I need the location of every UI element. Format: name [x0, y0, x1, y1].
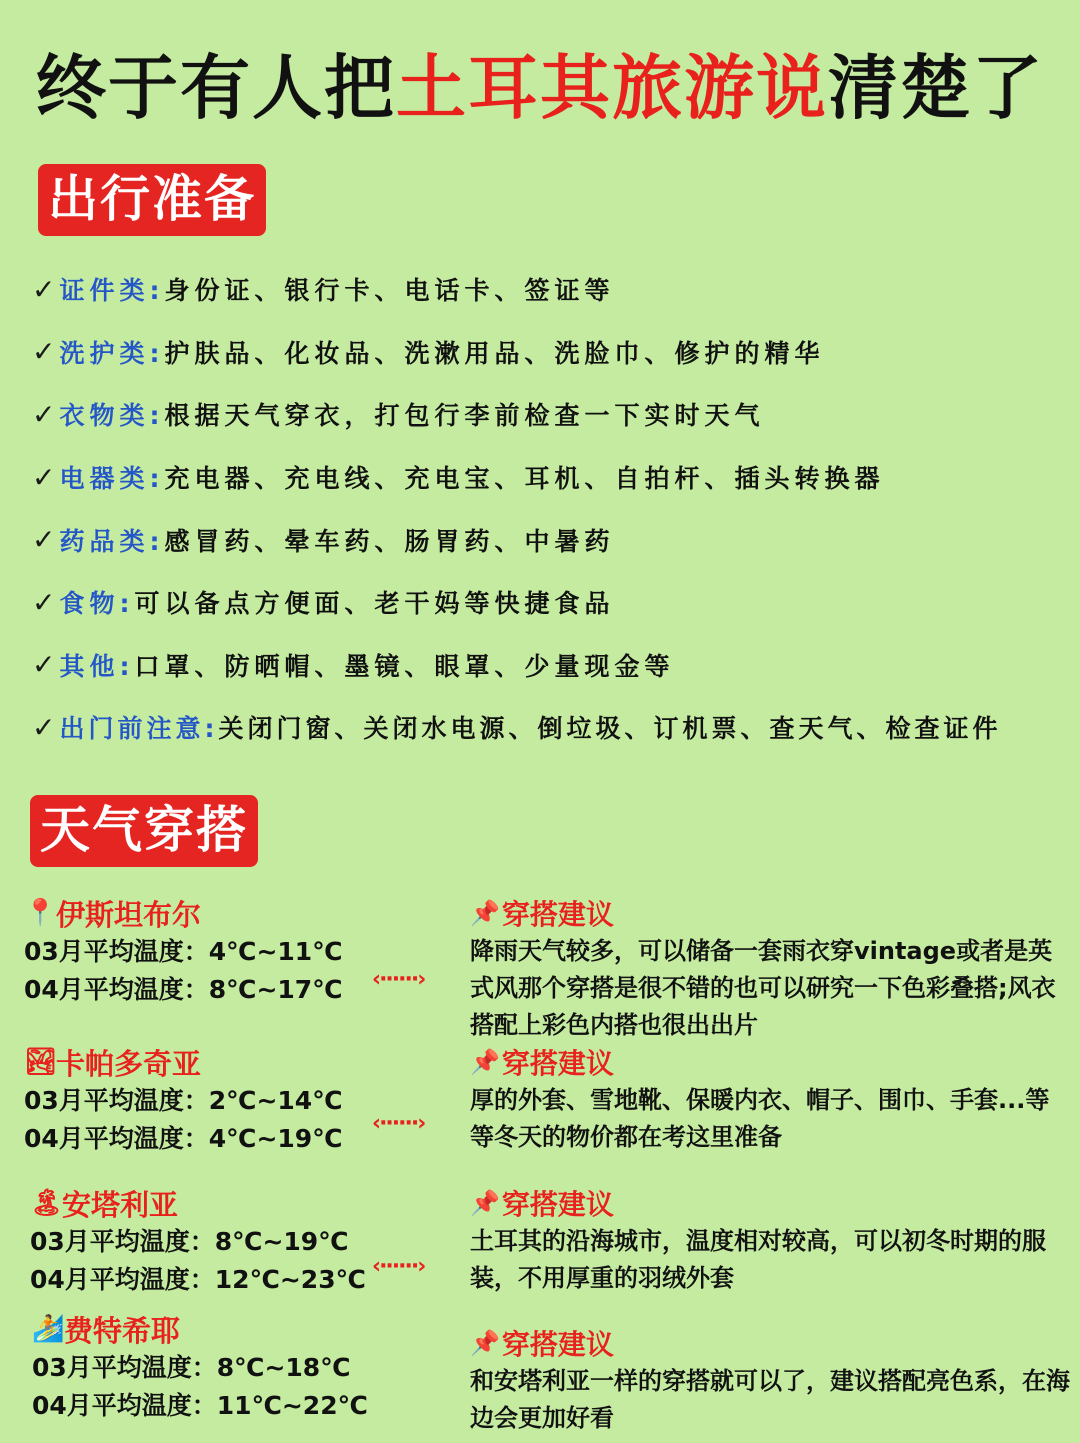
prep-text: 感冒药、晕车药、肠胃药、中暑药 [164, 526, 615, 556]
city-name [32, 1309, 392, 1349]
prep-category: 证件类: [59, 276, 165, 306]
outfit-advice-fethiye [470, 1323, 1070, 1437]
prep-category: 食物: [59, 589, 135, 619]
city-label: 费特希耶 [64, 1313, 181, 1348]
advice-title-label: 穿搭建议 [501, 898, 614, 931]
prep-category: 电器类: [59, 464, 165, 494]
advice-title [470, 1183, 1070, 1223]
advice-text: 降雨天气较多，可以储备一套雨衣穿vintage或者是英式风那个穿搭是很不错的也可以研究一下色彩叠搭;风衣搭配上彩色内搭也很出出片 [470, 937, 1056, 1039]
prep-item [32, 321, 1072, 384]
landscape-icon: 🏞 [24, 1047, 58, 1077]
check-icon: ✓ [32, 460, 56, 494]
city-weather-fethiye [32, 1309, 392, 1425]
city-weather-cappadocia [24, 1042, 384, 1158]
prep-item [32, 508, 1072, 571]
prep-item [32, 383, 1072, 446]
outfit-advice-antalya [470, 1183, 1070, 1297]
temp-march: 03月平均温度：8℃~18℃ [32, 1353, 351, 1382]
double-arrow-icon: ‹······› [372, 967, 425, 992]
advice-title-label: 穿搭建议 [501, 1047, 614, 1080]
title-part1: 终于有人把 [36, 47, 396, 129]
advice-text: 和安塔利亚一样的穿搭就可以了，建议搭配亮色系，在海边会更加好看 [470, 1367, 1070, 1432]
city-label: 安塔利亚 [62, 1187, 179, 1222]
check-icon: ✓ [32, 523, 56, 557]
temp-april: 04月平均温度：4℃~19℃ [24, 1124, 343, 1153]
advice-text: 厚的外套、雪地靴、保暖内衣、帽子、围巾、手套...等等冬天的物价都在考这里准备 [470, 1086, 1050, 1151]
outfit-advice-istanbul [470, 893, 1070, 1044]
title-part3: 清楚了 [828, 47, 1044, 129]
island-icon: 🏝 [30, 1188, 64, 1218]
temp-april: 04月平均温度：12℃~23℃ [30, 1265, 366, 1294]
location-pin-icon: 📍 [24, 898, 57, 928]
prep-category: 衣物类: [59, 401, 165, 431]
check-icon: ✓ [32, 648, 56, 682]
temp-march: 03月平均温度：4℃~11℃ [24, 937, 343, 966]
title-part2: 土耳其旅游说 [396, 47, 828, 129]
prep-text: 根据天气穿衣，打包行李前检查一下实时天气 [164, 401, 765, 431]
prep-text: 关闭门窗、关闭水电源、倒垃圾、订机票、查天气、检查证件 [218, 714, 1002, 744]
temp-march: 03月平均温度：2℃~14℃ [24, 1086, 343, 1115]
advice-title [470, 1323, 1070, 1363]
check-icon: ✓ [32, 585, 56, 619]
section-tag-preparation: 出行准备 [38, 164, 266, 236]
pushpin-icon: 📌 [470, 1048, 500, 1076]
check-icon: ✓ [32, 710, 56, 744]
double-arrow-icon: ‹······› [372, 1111, 425, 1136]
check-icon: ✓ [32, 335, 56, 369]
advice-title [470, 893, 1070, 933]
section-tag-weather: 天气穿搭 [30, 795, 258, 867]
city-weather-antalya [30, 1183, 390, 1299]
city-label: 伊斯坦布尔 [56, 897, 202, 932]
page-title [0, 40, 1080, 136]
pushpin-icon: 📌 [470, 899, 500, 927]
check-icon: ✓ [32, 272, 56, 306]
temp-april: 04月平均温度：11℃~22℃ [32, 1391, 368, 1420]
pushpin-icon: 📌 [470, 1329, 500, 1357]
prep-item [32, 696, 1072, 759]
preparation-list [32, 258, 1072, 759]
advice-title-label: 穿搭建议 [501, 1188, 614, 1221]
pushpin-icon: 📌 [470, 1189, 500, 1217]
prep-text: 充电器、充电线、充电宝、耳机、自拍杆、插头转换器 [164, 464, 885, 494]
prep-text: 可以备点方便面、老干妈等快捷食品 [134, 589, 615, 619]
prep-category: 出门前注意: [59, 714, 219, 744]
advice-text: 土耳其的沿海城市，温度相对较高，可以初冬时期的服装，不用厚重的羽绒外套 [470, 1227, 1046, 1292]
temp-april: 04月平均温度：8℃~17℃ [24, 975, 343, 1004]
prep-item [32, 258, 1072, 321]
city-name [24, 1042, 384, 1082]
prep-item [32, 571, 1072, 634]
prep-text: 身份证、银行卡、电话卡、签证等 [164, 276, 615, 306]
advice-title-label: 穿搭建议 [501, 1328, 614, 1361]
city-name [24, 893, 384, 933]
prep-item [32, 446, 1072, 509]
prep-category: 药品类: [59, 526, 165, 556]
temp-march: 03月平均温度：8℃~19℃ [30, 1227, 349, 1256]
prep-text: 口罩、防晒帽、墨镜、眼罩、少量现金等 [134, 651, 675, 681]
prep-text: 护肤品、化妆品、洗漱用品、洗脸巾、修护的精华 [164, 338, 825, 368]
city-label: 卡帕多奇亚 [56, 1046, 202, 1081]
city-name [30, 1183, 390, 1223]
double-arrow-icon: ‹······› [372, 1254, 425, 1279]
city-weather-istanbul [24, 893, 384, 1009]
prep-category: 其他: [59, 651, 135, 681]
prep-category: 洗护类: [59, 338, 165, 368]
check-icon: ✓ [32, 397, 56, 431]
surfer-icon: 🏄 [32, 1314, 65, 1344]
prep-item [32, 634, 1072, 697]
outfit-advice-cappadocia [470, 1042, 1070, 1156]
advice-title [470, 1042, 1070, 1082]
